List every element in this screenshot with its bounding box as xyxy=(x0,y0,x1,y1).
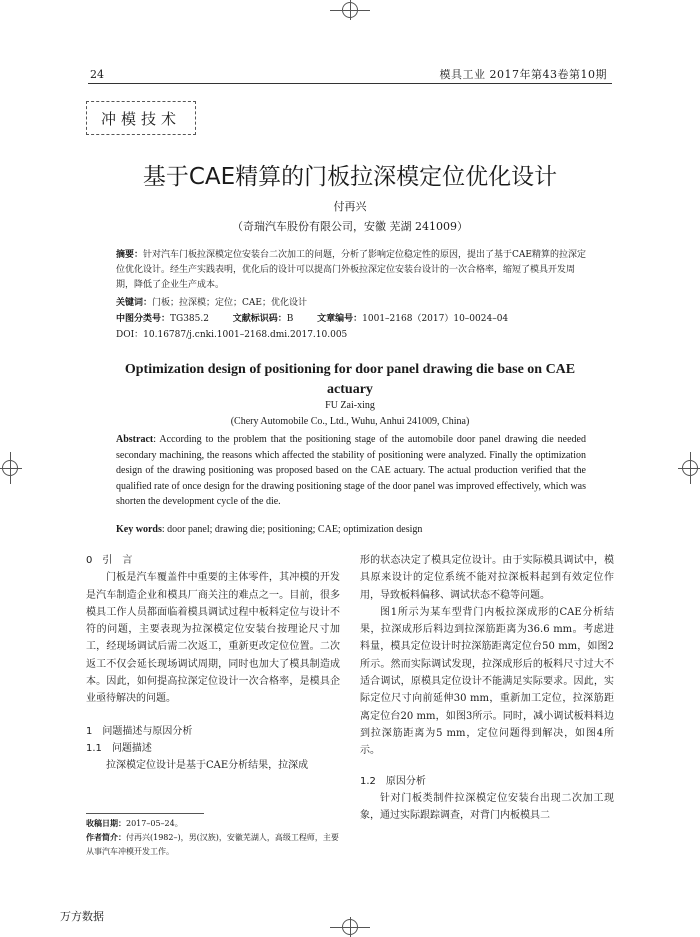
affiliation-en: (Chery Automobile Co., Ltd., Wuhu, Anhui 241009, China) xyxy=(230,416,470,427)
right-paragraph-2: 图1所示为某车型背门内板拉深成形的CAE分析结果，拉深成形后料边到拉深筋距离为36.6 mm。考虑进料量，模具定位设计时拉深筋距离定位台50 mm，如图2所示。然而实际调试发现，拉深成形后的板料尺寸过大不适合调试，原模具定位设计不能满足实际要求。因此，实际定位尺寸向前延伸30 mm，重新加工定位，拉深筋距离定位台20 mm，如图3所示。同时，减小调试板料料边到拉深筋距离为5 mm，定位问题得到解决，如图4所示。 xyxy=(360,606,614,757)
abstract-cn xyxy=(116,248,586,293)
right-paragraph-1: 形的状态决定了模具定位设计。由于实际模具调试中，模具原来设计的定位系统不能对拉深板料起到有效定位作用，导致板料偏移、调试状态不稳等问题。 xyxy=(360,555,614,601)
received-label: 收稿日期： xyxy=(86,819,126,828)
section-1-1-heading: 1.1 问题描述 xyxy=(86,742,152,754)
article-number-label: 文章编号： xyxy=(317,314,363,324)
page-number: 24 xyxy=(90,68,104,81)
keywords-en-text: : door panel; drawing die; positioning; CAE; optimization design xyxy=(161,524,423,535)
article-number-value: 1001–2168（2017）10–0024–04 xyxy=(362,314,509,324)
section-1-2-paragraph: 针对门板类制件拉深模定位安装台出现二次加工现象，通过实际跟踪调查，对背门内板模具二 xyxy=(360,792,614,822)
keywords-en-label: Key words xyxy=(116,524,162,535)
author-en: FU Zai-xing xyxy=(325,400,375,411)
registration-mark-left xyxy=(0,458,20,478)
clc-value: TG385.2 xyxy=(170,314,209,324)
doc-code-value: B xyxy=(286,314,294,324)
classification-line xyxy=(116,312,586,327)
abstract-cn-label: 摘要： xyxy=(116,250,144,260)
section-label: 冲模技术 xyxy=(100,110,181,128)
author-bio xyxy=(86,831,340,859)
footnote xyxy=(86,817,340,859)
abstract-en xyxy=(116,432,586,510)
doi: DOI：10.16787/j.cnki.1001–2168.dmi.2017.10.005 xyxy=(116,330,348,340)
footnote-rule xyxy=(86,813,204,814)
keywords-cn-label: 关键词： xyxy=(116,298,153,308)
doc-code-label: 文献标识码： xyxy=(232,314,287,324)
abstract-en-text: : According to the problem that the positioning stage of the automobile door panel drawing die needed secondary machining, the reasons which affected the stability of positioning were analyzed. Finally the optimization design of the drawing positioning was proposed based on the CAE actuary. The actual production verified that the qualified rate of once design for the drawing positioning stage of the door panel was improved effectively, which was shorten the development cycle of the die. xyxy=(116,434,586,507)
journal-header: 模具工业 2017年第43卷第10期 xyxy=(439,68,607,81)
section-0-heading: 0 引 言 xyxy=(86,555,133,566)
affiliation-cn: （奇瑞汽车股份有限公司，安徽 芜湖 241009） xyxy=(232,220,468,233)
registration-mark-top xyxy=(340,0,360,20)
footer-watermark: 万方数据 xyxy=(60,910,104,923)
title-en: Optimization design of positioning for door panel drawing die base on CAE actuary xyxy=(124,362,576,397)
section-1-2-heading: 1.2 原因分析 xyxy=(360,775,426,787)
keywords-cn-text: 门板；拉深模；定位；CAE；优化设计 xyxy=(152,298,307,308)
registration-mark-right xyxy=(680,458,700,478)
keywords-en xyxy=(116,524,586,535)
keywords-cn xyxy=(116,296,586,311)
left-column xyxy=(86,552,340,775)
section-1-1-paragraph: 拉深模定位设计是基于CAE分析结果，拉深成 xyxy=(106,760,309,772)
section-label-box xyxy=(86,101,196,135)
abstract-en-label: Abstract xyxy=(116,434,154,445)
registration-mark-bottom xyxy=(340,917,360,937)
author-cn: 付再兴 xyxy=(333,200,367,213)
section-0-paragraph: 门板是汽车覆盖件中重要的主体零件，其冲模的开发是汽车制造企业和模具厂商关注的难点之一。目前，很多模具工作人员都面临着模具调试过程中板料定位与设计不符的问题，主要表现为拉深模定位安装台按理论尺寸加工，经现场调试后需二次返工，重新更改定位位置。二次返工不仅会延长现场调试周期，同时也加大了模具制造成本。因此，如何提高拉深定位设计一次合格率，是模具企业亟待解决的问题。 xyxy=(86,572,340,705)
section-1-heading: 1 问题描述与原因分析 xyxy=(86,725,193,737)
header-rule xyxy=(88,83,612,84)
received-date xyxy=(86,817,340,831)
right-column xyxy=(360,552,614,824)
author-bio-label: 作者简介： xyxy=(86,833,126,842)
clc-label: 中图分类号： xyxy=(116,314,171,324)
abstract-cn-text: 针对汽车门板拉深模定位安装台二次加工的问题，分析了影响定位稳定性的原因，提出了基于CAE精算的拉深定位优化设计。经生产实践表明，优化后的设计可以提高门外板拉深定位安装台设计的一次合格率，缩短了模具开发周期，降低了企业生产成本。 xyxy=(116,250,586,290)
received-value: 2017–05–24。 xyxy=(126,819,183,828)
title-cn: 基于CAE精算的门板拉深模定位优化设计 xyxy=(142,164,558,190)
author-bio-text: 付再兴(1982–)，男(汉族)，安徽芜湖人，高级工程师，主要从事汽车冲模开发工作。 xyxy=(86,833,339,856)
